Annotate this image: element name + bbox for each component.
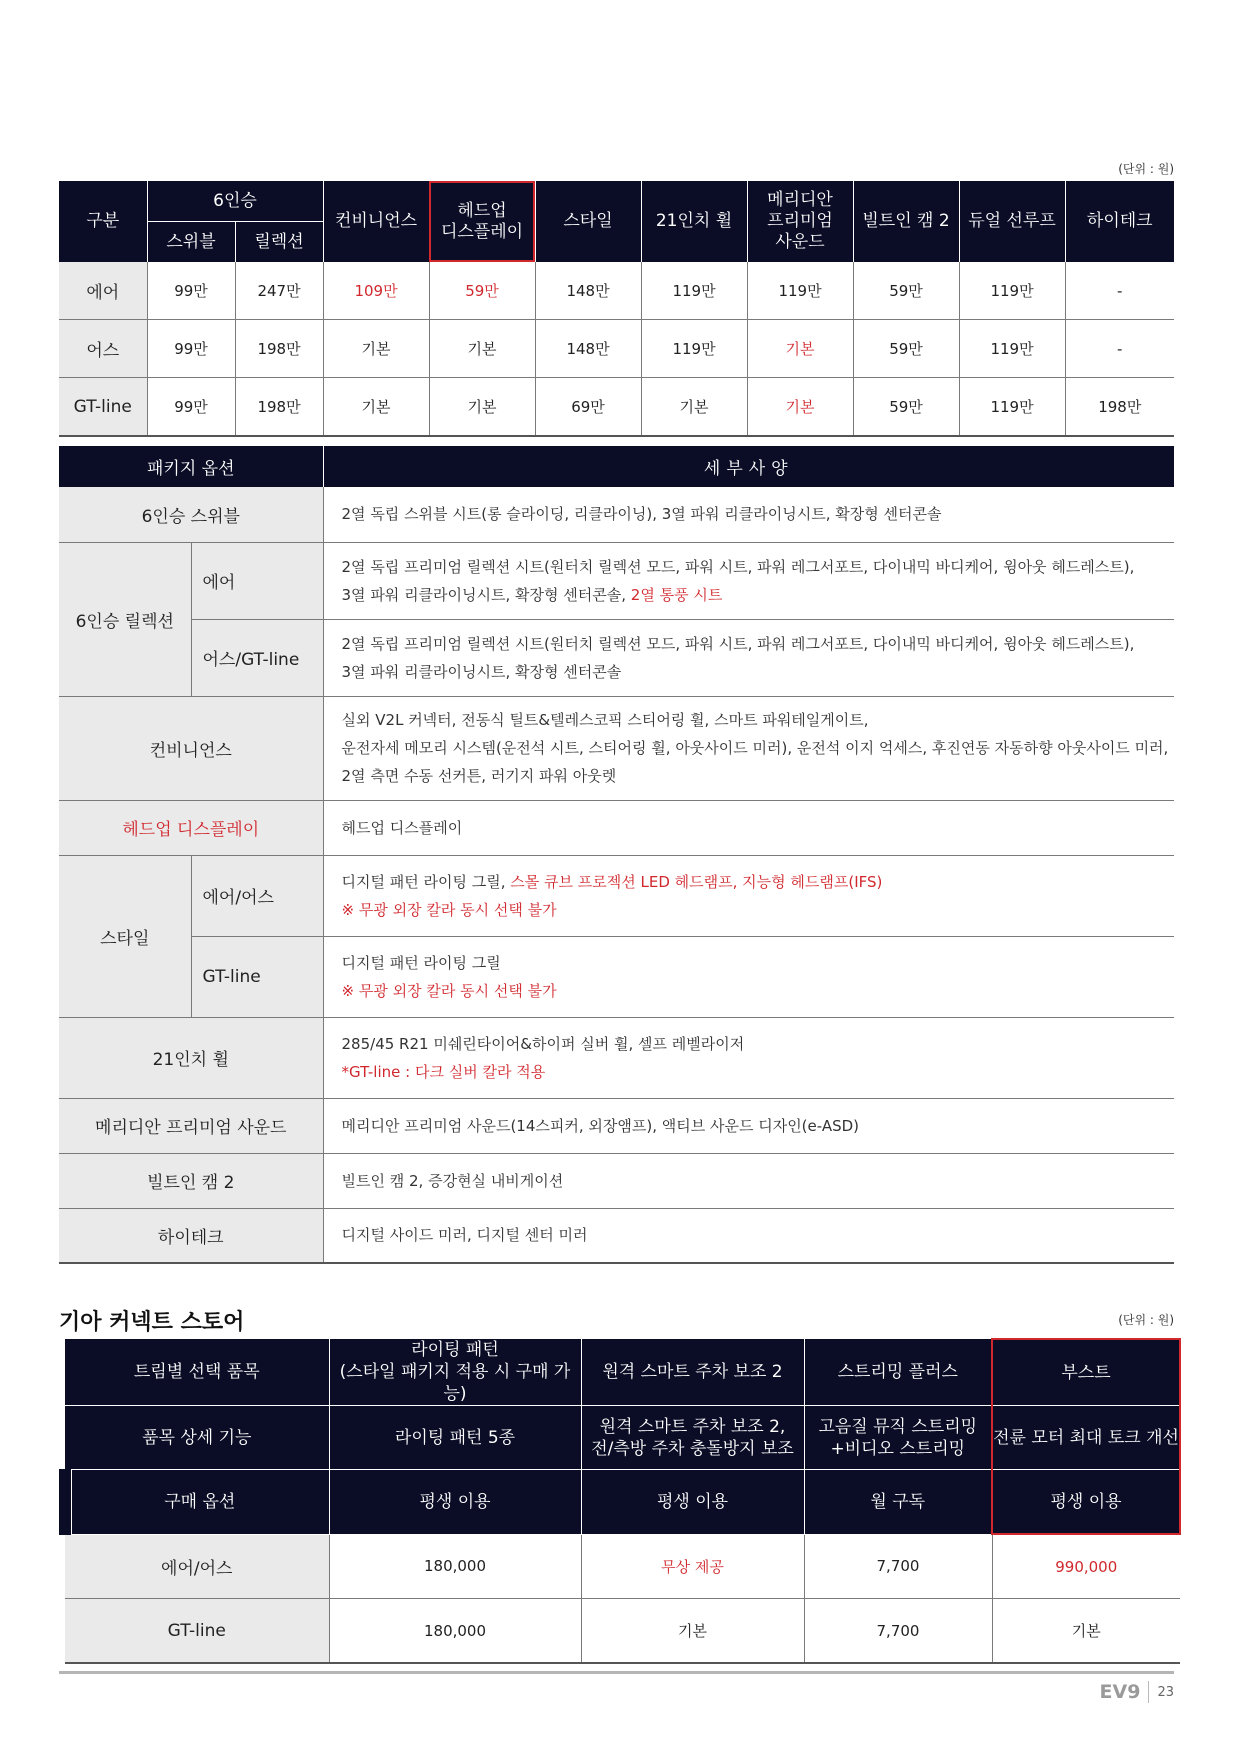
table-row xyxy=(59,1153,1174,1208)
package-detail: 2열 독립 스위블 시트(롱 슬라이딩, 리클라이닝), 3열 파워 리클라이닝시트, 확장형 센터콘솔 xyxy=(323,487,1174,542)
table-row xyxy=(59,855,1174,936)
cell: 119만 xyxy=(959,378,1065,437)
package-sub-label: 어스/GT-line xyxy=(191,619,323,696)
header-parking: 원격 스마트 주차 보조 2 xyxy=(581,1339,804,1406)
package-label: 스타일 xyxy=(59,855,191,1017)
header-wheel21: 21인치 휠 xyxy=(641,181,747,262)
package-spec-table xyxy=(59,446,1174,1264)
cell: 180,000 xyxy=(329,1599,581,1664)
cell: 59만 xyxy=(853,320,959,378)
table-row xyxy=(59,696,1174,800)
cell: 180,000 xyxy=(329,1534,581,1599)
table-row xyxy=(59,487,1174,542)
package-label: 컨비니언스 xyxy=(59,696,323,800)
table-row xyxy=(59,619,1174,696)
row-label: 에어/어스 xyxy=(65,1534,329,1599)
cell: 198만 xyxy=(1065,378,1174,437)
package-detail: 디지털 사이드 미러, 디지털 센터 미러 xyxy=(323,1208,1174,1263)
cell: 99만 xyxy=(147,320,235,378)
package-sub-label: GT-line xyxy=(191,936,323,1017)
header-six-seat: 6인승 xyxy=(147,181,323,222)
detail-boost: 전륜 모터 최대 토크 개선 xyxy=(992,1406,1180,1470)
cell: 99만 xyxy=(147,262,235,320)
detail-streaming: 고음질 뮤직 스트리밍 +비디오 스트리밍 xyxy=(804,1406,992,1470)
package-label: 21인치 휠 xyxy=(59,1017,323,1098)
header-swivel: 스위블 xyxy=(147,222,235,263)
table-row xyxy=(59,262,1174,320)
header-spec: 세부사양 xyxy=(323,446,1174,487)
cell: 기본 xyxy=(581,1599,804,1664)
detail-lighting: 라이팅 패턴 5종 xyxy=(329,1406,581,1470)
cell: 무상 제공 xyxy=(581,1534,804,1599)
cell: 99만 xyxy=(147,378,235,437)
package-detail: 285/45 R21 미쉐린타이어&하이퍼 실버 휠, 셀프 레벨라이저 *GT-line : 다크 실버 칼라 적용 xyxy=(323,1017,1174,1098)
package-detail: 빌트인 캠 2, 증강현실 내비게이션 xyxy=(323,1153,1174,1208)
cell: 69만 xyxy=(535,378,641,437)
cell: 기본 xyxy=(429,320,535,378)
table-row xyxy=(59,1017,1174,1098)
package-detail: 2열 독립 프리미엄 릴렉션 시트(원터치 릴렉션 모드, 파워 시트, 파워 레그서포트, 다이내믹 바디케어, 윙아웃 헤드레스트), 3열 파워 리클라이닝시트, 확장형 센터콘솔, 2열 통풍 시트 xyxy=(323,542,1174,619)
table-row xyxy=(59,542,1174,619)
table-row xyxy=(65,1534,1180,1599)
cell: 109만 xyxy=(323,262,429,320)
cell: 198만 xyxy=(235,320,323,378)
cell: 119만 xyxy=(641,320,747,378)
option-price-table xyxy=(59,181,1174,437)
purchase-streaming: 월 구독 xyxy=(804,1470,992,1535)
purchase-parking: 평생 이용 xyxy=(581,1470,804,1535)
package-label: 6인승 스위블 xyxy=(59,487,323,542)
cell: 기본 xyxy=(323,320,429,378)
cell: - xyxy=(1065,320,1174,378)
header-boost: 부스트 xyxy=(992,1339,1180,1406)
package-detail: 실외 V2L 커넥터, 전동식 틸트&텔레스코픽 스티어링 휠, 스마트 파워테일게이트, 운전자세 메모리 시스템(운전석 시트, 스티어링 휠, 아웃사이드 미러), 운전석 이지 억세스, 후진연동 자동하향 아웃사이드 미러, 2열 측면 수동 선커튼, 러기지 파워 아웃렛 xyxy=(323,696,1174,800)
cell: 148만 xyxy=(535,262,641,320)
cell: 기본 xyxy=(747,378,853,437)
detail-parking: 원격 스마트 주차 보조 2, 전/측방 주차 충돌방지 보조 xyxy=(581,1406,804,1470)
package-detail: 메리디안 프리미엄 사운드(14스피커, 외장앰프), 액티브 사운드 디자인(e-ASD) xyxy=(323,1098,1174,1153)
cell: 기본 xyxy=(323,378,429,437)
header-dual-sunroof: 듀얼 선루프 xyxy=(959,181,1065,262)
unit-label: (단위 : 원) xyxy=(1118,162,1174,176)
header-lighting: 라이팅 패턴 (스타일 패키지 적용 시 구매 가능) xyxy=(329,1339,581,1406)
header-detail-label: 품목 상세 기능 xyxy=(65,1406,329,1470)
package-sub-label: 에어 xyxy=(191,542,323,619)
header-style: 스타일 xyxy=(535,181,641,262)
page-number: 23 xyxy=(1157,1684,1174,1700)
cell: 기본 xyxy=(429,378,535,437)
cell: 59만 xyxy=(853,378,959,437)
model-name: EV9 xyxy=(1100,1681,1150,1703)
package-detail: 헤드업 디스플레이 xyxy=(323,800,1174,855)
header-gubun: 구분 xyxy=(59,181,147,262)
table-row xyxy=(59,1208,1174,1263)
package-label: 6인승 릴렉션 xyxy=(59,542,191,696)
cell: 119만 xyxy=(747,262,853,320)
cell: 59만 xyxy=(429,262,535,320)
header-builtin-cam: 빌트인 캠 2 xyxy=(853,181,959,262)
header-hud: 헤드업 디스플레이 xyxy=(429,181,535,262)
header-hitech: 하이테크 xyxy=(1065,181,1174,262)
cell: 119만 xyxy=(641,262,747,320)
package-detail: 디지털 패턴 라이팅 그릴 ※ 무광 외장 칼라 동시 선택 불가 xyxy=(323,936,1174,1017)
cell: 기본 xyxy=(992,1599,1180,1664)
cell: 7,700 xyxy=(804,1599,992,1664)
cell: - xyxy=(1065,262,1174,320)
footer-divider xyxy=(59,1671,1174,1674)
header-streaming: 스트리밍 플러스 xyxy=(804,1339,992,1406)
package-label: 헤드업 디스플레이 xyxy=(59,800,323,855)
header-relaxation: 릴렉션 xyxy=(235,222,323,263)
cell: 기본 xyxy=(641,378,747,437)
cell: 기본 xyxy=(747,320,853,378)
cell: 59만 xyxy=(853,262,959,320)
header-item-label: 트림별 선택 품목 xyxy=(65,1339,329,1406)
package-sub-label: 에어/어스 xyxy=(191,855,323,936)
header-meridian: 메리디안 프리미엄 사운드 xyxy=(747,181,853,262)
cell: 119만 xyxy=(959,262,1065,320)
store-title: 기아 커넥트 스토어 xyxy=(59,1310,245,1335)
package-label: 빌트인 캠 2 xyxy=(59,1153,323,1208)
package-detail: 디지털 패턴 라이팅 그릴, 스몰 큐브 프로젝션 LED 헤드램프, 지능형 헤드램프(IFS) ※ 무광 외장 칼라 동시 선택 불가 xyxy=(323,855,1174,936)
table-row xyxy=(59,800,1174,855)
row-label: 에어 xyxy=(59,262,147,320)
store-unit-label: (단위 : 원) xyxy=(1118,1313,1174,1327)
row-label: 어스 xyxy=(59,320,147,378)
row-label: GT-line xyxy=(59,378,147,437)
table-row xyxy=(59,320,1174,378)
row-label: GT-line xyxy=(65,1599,329,1664)
header-purchase-label: 구매 옵션 xyxy=(65,1470,329,1535)
header-convenience: 컨비니언스 xyxy=(323,181,429,262)
purchase-lighting: 평생 이용 xyxy=(329,1470,581,1535)
header-package: 패키지 옵션 xyxy=(59,446,323,487)
footer xyxy=(1100,1681,1174,1703)
table-row xyxy=(65,1599,1180,1664)
table-row xyxy=(59,378,1174,437)
table-row xyxy=(59,1098,1174,1153)
cell: 198만 xyxy=(235,378,323,437)
cell: 247만 xyxy=(235,262,323,320)
package-label: 하이테크 xyxy=(59,1208,323,1263)
cell: 990,000 xyxy=(992,1534,1180,1599)
cell: 148만 xyxy=(535,320,641,378)
cell: 7,700 xyxy=(804,1534,992,1599)
package-detail: 2열 독립 프리미엄 릴렉션 시트(원터치 릴렉션 모드, 파워 시트, 파워 레그서포트, 다이내믹 바디케어, 윙아웃 헤드레스트), 3열 파워 리클라이닝시트, 확장형 센터콘솔 xyxy=(323,619,1174,696)
connect-store-table xyxy=(59,1338,1181,1664)
package-label: 메리디안 프리미엄 사운드 xyxy=(59,1098,323,1153)
table-row xyxy=(59,936,1174,1017)
purchase-boost: 평생 이용 xyxy=(992,1470,1180,1535)
cell: 119만 xyxy=(959,320,1065,378)
